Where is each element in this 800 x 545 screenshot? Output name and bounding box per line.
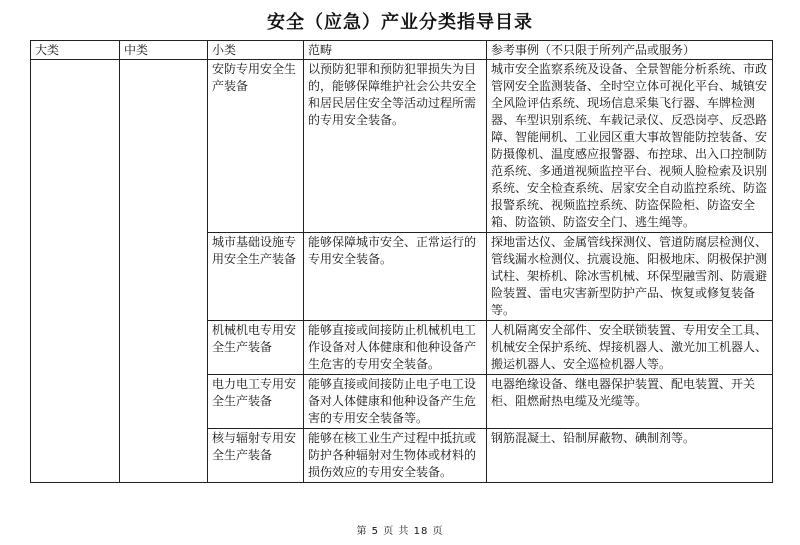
minor-category-cell: 安防专用安全生产装备: [208, 60, 304, 233]
scope-cell: 能够在核工业生产过程中抵抗或防护各种辐射对生物体或材料的损伤效应的专用安全装备。: [304, 429, 487, 483]
page-title: 安全（应急）产业分类指导目录: [267, 12, 533, 33]
minor-category-cell: 城市基础设施专用安全生产装备: [208, 233, 304, 321]
major-category-cell: [31, 60, 120, 483]
table-row: [31, 60, 773, 233]
header-minor-category: 小类: [208, 41, 304, 60]
header-medium-category: 中类: [120, 41, 208, 60]
table-header-row: [31, 41, 773, 60]
header-scope: 范畴: [304, 41, 487, 60]
examples-cell: 探地雷达仪、金属管线探测仪、管道防腐层检测仪、管线漏水检测仪、抗震设施、阳极地床、阴极保护测试柱、架桥机、除冰雪机械、环保型融雪剂、防震避险装置、雷电灾害新型防护产品、恢复或修复装备等。: [487, 233, 773, 321]
medium-category-cell: [120, 60, 208, 483]
scope-cell: 能够直接或间接防止机械机电工作设备对人体健康和他种设备产生危害的专用安全装备。: [304, 321, 487, 375]
examples-cell: 电器绝缘设备、继电器保护装置、配电装置、开关柜、阻燃耐热电缆及光缆等。: [487, 375, 773, 429]
examples-cell: 钢筋混凝土、铅制屏蔽物、碘制剂等。: [487, 429, 773, 483]
header-major-category: 大类: [31, 41, 120, 60]
catalog-table: [30, 40, 773, 483]
minor-category-cell: 核与辐射专用安全生产装备: [208, 429, 304, 483]
examples-cell: 人机隔离安全部件、安全联锁装置、专用安全工具、机械安全保护系统、焊接机器人、激光加工机器人、搬运机器人、安全巡检机器人等。: [487, 321, 773, 375]
minor-category-cell: 机械机电专用安全生产装备: [208, 321, 304, 375]
scope-cell: 以预防犯罪和预防犯罪损失为目的，能够保障维护社会公共安全和居民居住安全等活动过程所需的专用安全装备。: [304, 60, 487, 233]
scope-cell: 能够保障城市安全、正常运行的专用安全装备。: [304, 233, 487, 321]
scope-cell: 能够直接或间接防止电子电工设备对人体健康和他种设备产生危害的专用安全装备等。: [304, 375, 487, 429]
page-number-footer: 第 5 页 共 18 页: [356, 526, 444, 537]
examples-cell: 城市安全监察系统及设备、全景智能分析系统、市政管网安全监测装备、全时空立体可视化平台、城镇安全风险评估系统、现场信息采集飞行器、车牌检测器、车型识别系统、车载记录仪、反恐岗亭、反恐路障、智能闸机、工业园区重大事故智能防控装备、安防摄像机、温度感应报警器、布控球、出入口控制防范系统、多通道视频监控平台、视频人脸检索及识别系统、安全检查系统、居家安全自动监控系统、防盗报警系统、视频监控系统、防盗保险柜、防盗安全箱、防盗锁、防盗安全门、逃生绳等。: [487, 60, 773, 233]
minor-category-cell: 电力电工专用安全生产装备: [208, 375, 304, 429]
header-reference-examples: 参考事例（不只限于所列产品或服务）: [487, 41, 773, 60]
